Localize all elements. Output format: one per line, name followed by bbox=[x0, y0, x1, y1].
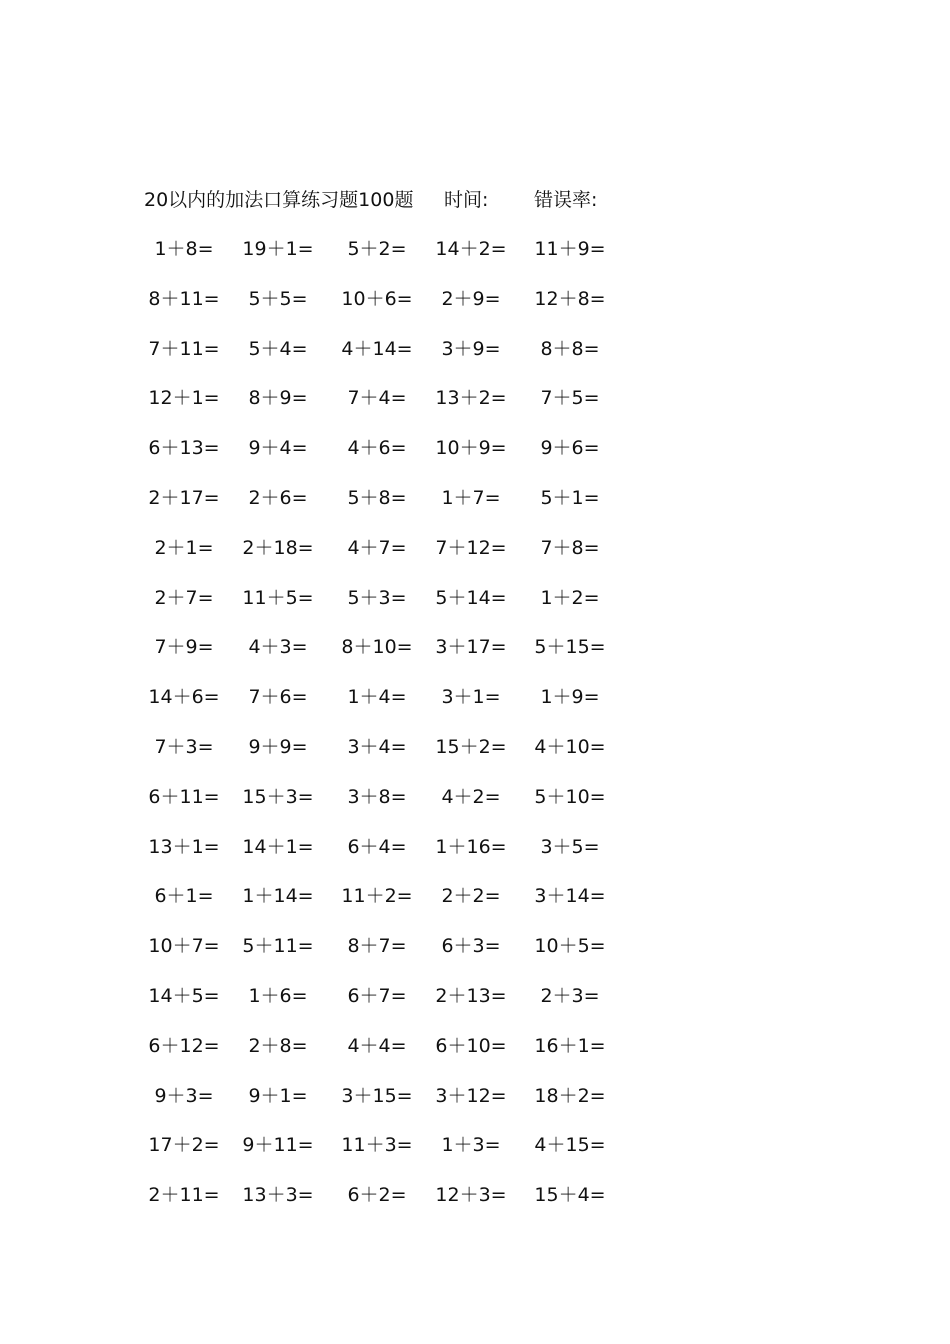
addition-problem: 14＋1= bbox=[242, 835, 314, 858]
addition-problem: 7＋8= bbox=[540, 536, 600, 559]
problem-row bbox=[0, 435, 950, 485]
addition-problem: 2＋7= bbox=[154, 586, 214, 609]
addition-problem: 2＋11= bbox=[148, 1184, 220, 1207]
addition-problem: 6＋13= bbox=[148, 437, 220, 460]
addition-problem: 1＋8= bbox=[154, 238, 214, 260]
addition-problem: 1＋6= bbox=[248, 984, 308, 1007]
addition-problem: 9＋6= bbox=[540, 437, 600, 460]
addition-problem: 15＋3= bbox=[242, 785, 314, 808]
problem-row bbox=[0, 1033, 950, 1083]
worksheet-title: 20以内的加法口算练习题100题 bbox=[144, 189, 414, 211]
addition-problem: 8＋11= bbox=[148, 287, 220, 310]
addition-problem: 4＋15= bbox=[534, 1134, 606, 1157]
problem-row bbox=[0, 585, 950, 635]
addition-problem: 8＋10= bbox=[341, 636, 413, 659]
problem-row bbox=[0, 236, 950, 286]
addition-problem: 12＋8= bbox=[534, 287, 606, 310]
problem-row bbox=[0, 634, 950, 684]
problem-row bbox=[0, 385, 950, 435]
addition-problem: 3＋1= bbox=[441, 686, 501, 709]
addition-problem: 2＋6= bbox=[248, 486, 308, 509]
addition-problem: 7＋3= bbox=[154, 735, 214, 758]
addition-problem: 6＋11= bbox=[148, 785, 220, 808]
addition-problem: 1＋2= bbox=[540, 586, 600, 609]
problem-row bbox=[0, 336, 950, 386]
problem-row bbox=[0, 286, 950, 336]
addition-problem: 2＋9= bbox=[441, 287, 501, 310]
addition-problem: 8＋8= bbox=[540, 337, 600, 360]
addition-problem: 4＋4= bbox=[347, 1034, 407, 1057]
addition-problem: 1＋9= bbox=[540, 686, 600, 709]
addition-problem: 15＋4= bbox=[534, 1184, 606, 1207]
addition-problem: 12＋3= bbox=[435, 1184, 507, 1207]
addition-problem: 10＋5= bbox=[534, 935, 606, 958]
addition-problem: 3＋12= bbox=[435, 1084, 507, 1107]
addition-problem: 7＋6= bbox=[248, 686, 308, 709]
addition-problem: 6＋1= bbox=[154, 885, 214, 908]
addition-problem: 15＋2= bbox=[435, 735, 507, 758]
addition-problem: 7＋11= bbox=[148, 337, 220, 360]
addition-problem: 19＋1= bbox=[242, 238, 314, 260]
addition-problem: 4＋6= bbox=[347, 437, 407, 460]
addition-problem: 9＋1= bbox=[248, 1084, 308, 1107]
addition-problem: 11＋2= bbox=[341, 885, 413, 908]
addition-problem: 6＋3= bbox=[441, 935, 501, 958]
problem-row bbox=[0, 883, 950, 933]
addition-problem: 1＋4= bbox=[347, 686, 407, 709]
addition-problem: 13＋3= bbox=[242, 1184, 314, 1207]
addition-problem: 5＋14= bbox=[435, 586, 507, 609]
addition-problem: 14＋5= bbox=[148, 984, 220, 1007]
addition-problem: 6＋7= bbox=[347, 984, 407, 1007]
addition-problem: 9＋11= bbox=[242, 1134, 314, 1157]
addition-problem: 5＋8= bbox=[347, 486, 407, 509]
error-rate-label: 错误率: bbox=[534, 189, 598, 211]
addition-problem: 7＋12= bbox=[435, 536, 507, 559]
addition-problem: 8＋7= bbox=[347, 935, 407, 958]
addition-problem: 5＋5= bbox=[248, 287, 308, 310]
addition-problem: 9＋4= bbox=[248, 437, 308, 460]
addition-problem: 7＋4= bbox=[347, 387, 407, 410]
addition-problem: 9＋3= bbox=[154, 1084, 214, 1107]
addition-problem: 6＋12= bbox=[148, 1034, 220, 1057]
addition-problem: 6＋10= bbox=[435, 1034, 507, 1057]
addition-problem: 7＋9= bbox=[154, 636, 214, 659]
addition-problem: 2＋17= bbox=[148, 486, 220, 509]
problem-row bbox=[0, 535, 950, 585]
addition-problem: 18＋2= bbox=[534, 1084, 606, 1107]
worksheet-header bbox=[144, 186, 664, 214]
addition-problem: 8＋9= bbox=[248, 387, 308, 410]
addition-problem: 6＋4= bbox=[347, 835, 407, 858]
problem-row bbox=[0, 933, 950, 983]
addition-problem: 3＋14= bbox=[534, 885, 606, 908]
problem-row bbox=[0, 983, 950, 1033]
addition-problem: 2＋13= bbox=[435, 984, 507, 1007]
problem-row bbox=[0, 784, 950, 834]
addition-problem: 2＋8= bbox=[248, 1034, 308, 1057]
addition-problem: 3＋5= bbox=[540, 835, 600, 858]
addition-problem: 7＋5= bbox=[540, 387, 600, 410]
addition-problem: 1＋14= bbox=[242, 885, 314, 908]
addition-problem: 9＋9= bbox=[248, 735, 308, 758]
addition-problem: 10＋6= bbox=[341, 287, 413, 310]
addition-problem: 13＋2= bbox=[435, 387, 507, 410]
addition-problem: 3＋15= bbox=[341, 1084, 413, 1107]
addition-problem: 1＋3= bbox=[441, 1134, 501, 1157]
problem-row bbox=[0, 1182, 950, 1232]
addition-problem: 5＋1= bbox=[540, 486, 600, 509]
addition-problem: 4＋7= bbox=[347, 536, 407, 559]
addition-problem: 13＋1= bbox=[148, 835, 220, 858]
addition-problem: 3＋8= bbox=[347, 785, 407, 808]
problem-row bbox=[0, 684, 950, 734]
addition-problem: 2＋18= bbox=[242, 536, 314, 559]
addition-problem: 4＋3= bbox=[248, 636, 308, 659]
addition-problem: 10＋7= bbox=[148, 935, 220, 958]
addition-problem: 17＋2= bbox=[148, 1134, 220, 1157]
addition-problem: 5＋10= bbox=[534, 785, 606, 808]
addition-problem: 5＋15= bbox=[534, 636, 606, 659]
problem-row bbox=[0, 734, 950, 784]
addition-problem: 4＋2= bbox=[441, 785, 501, 808]
addition-problem: 12＋1= bbox=[148, 387, 220, 410]
addition-problem: 16＋1= bbox=[534, 1034, 606, 1057]
addition-problem: 1＋16= bbox=[435, 835, 507, 858]
addition-problem: 2＋3= bbox=[540, 984, 600, 1007]
addition-problem: 3＋4= bbox=[347, 735, 407, 758]
problem-row bbox=[0, 834, 950, 884]
problem-row bbox=[0, 1132, 950, 1182]
addition-problem: 5＋2= bbox=[347, 238, 407, 260]
addition-problem: 2＋1= bbox=[154, 536, 214, 559]
time-label: 时间: bbox=[444, 189, 489, 211]
addition-problem: 5＋11= bbox=[242, 935, 314, 958]
addition-problem: 4＋14= bbox=[341, 337, 413, 360]
addition-problem: 1＋7= bbox=[441, 486, 501, 509]
addition-problem: 11＋9= bbox=[534, 238, 606, 260]
addition-problem: 5＋3= bbox=[347, 586, 407, 609]
problem-row bbox=[0, 485, 950, 535]
addition-problem: 6＋2= bbox=[347, 1184, 407, 1207]
addition-problem: 2＋2= bbox=[441, 885, 501, 908]
addition-problem: 11＋3= bbox=[341, 1134, 413, 1157]
addition-problem: 4＋10= bbox=[534, 735, 606, 758]
problem-row bbox=[0, 1083, 950, 1133]
addition-problem: 5＋4= bbox=[248, 337, 308, 360]
addition-problem: 3＋9= bbox=[441, 337, 501, 360]
addition-problem: 3＋17= bbox=[435, 636, 507, 659]
addition-problem: 11＋5= bbox=[242, 586, 314, 609]
addition-problem: 14＋2= bbox=[435, 238, 507, 260]
addition-problem: 14＋6= bbox=[148, 686, 220, 709]
problem-grid bbox=[0, 236, 950, 1232]
addition-problem: 10＋9= bbox=[435, 437, 507, 460]
